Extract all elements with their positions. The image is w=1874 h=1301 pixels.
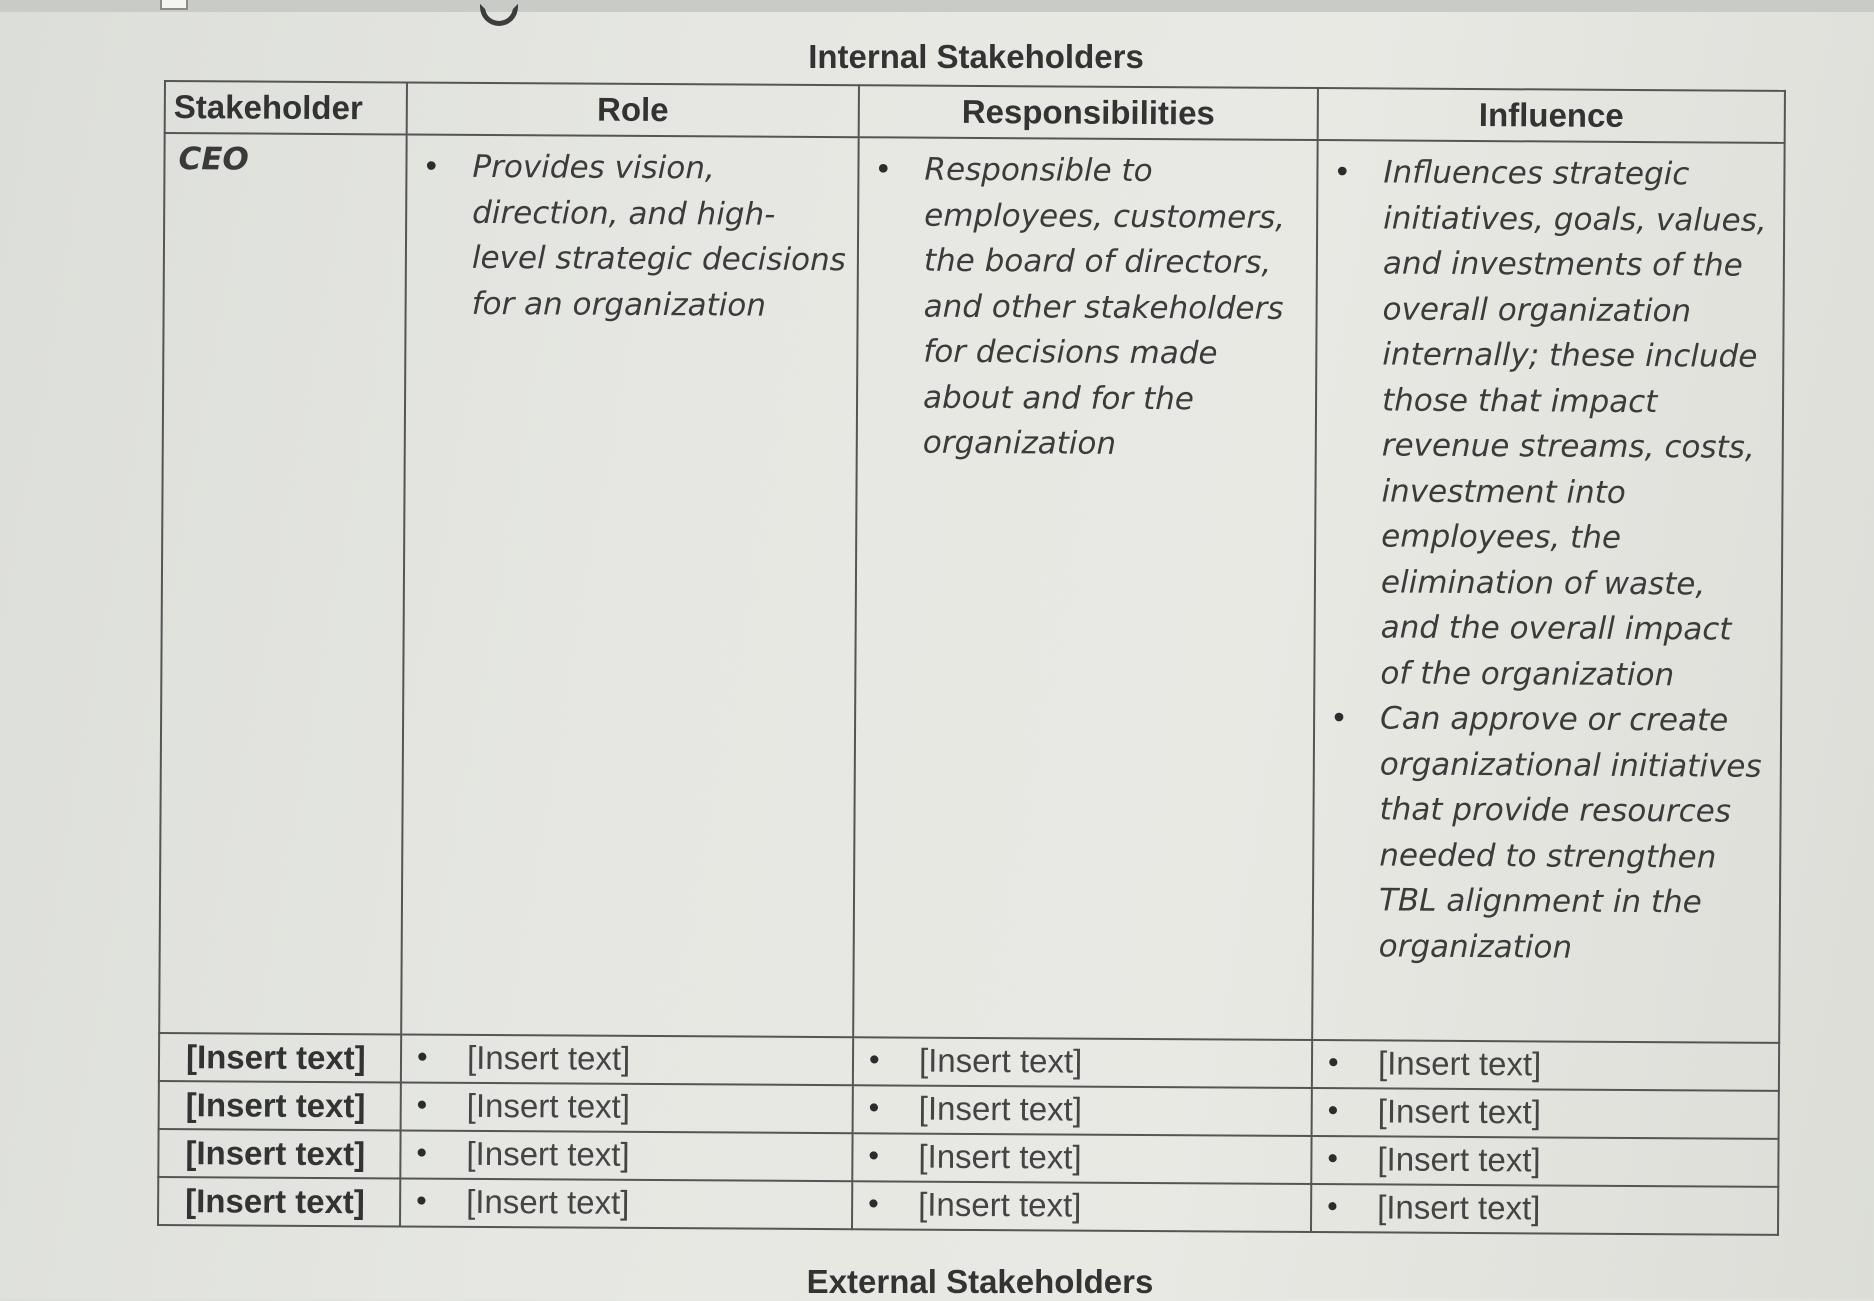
influence-placeholder-bullet: • [Insert text]: [1314, 1090, 1767, 1135]
cell-ceo-responsibilities[interactable]: [853, 137, 1317, 1040]
cell-ceo-stakeholder[interactable]: [159, 133, 406, 1034]
cell-stakeholder-placeholder[interactable]: [Insert text]: [158, 1129, 400, 1178]
ceo-label: CEO: [178, 141, 249, 178]
header-responsibilities: Responsibilities: [859, 85, 1318, 140]
cell-responsibilities-placeholder[interactable]: [853, 1037, 1312, 1088]
cell-ceo-role[interactable]: [401, 134, 858, 1037]
cell-stakeholder-placeholder[interactable]: [Insert text]: [159, 1081, 401, 1130]
text-cursor-icon: [480, 4, 518, 26]
table-row: [158, 1177, 1778, 1235]
header-influence: Influence: [1318, 88, 1785, 143]
cell-influence-placeholder[interactable]: [1311, 1136, 1778, 1187]
internal-stakeholders-table: [157, 80, 1786, 1236]
cell-influence-placeholder[interactable]: [1312, 1040, 1779, 1091]
external-stakeholders-title: External Stakeholders: [806, 1263, 1154, 1300]
internal-stakeholders-title: Internal Stakeholders: [808, 38, 1144, 75]
cell-role-placeholder[interactable]: [401, 1034, 853, 1085]
header-role: Role: [407, 82, 859, 137]
cell-responsibilities-placeholder[interactable]: [853, 1085, 1312, 1136]
ceo-responsibilities-list: [859, 139, 1316, 468]
cell-influence-placeholder[interactable]: [1312, 1088, 1779, 1139]
cell-role-placeholder[interactable]: [400, 1130, 852, 1181]
cell-influence-placeholder[interactable]: [1311, 1184, 1778, 1235]
role-placeholder-bullet: • [Insert text]: [403, 1036, 841, 1081]
responsibilities-placeholder-bullet: • [Insert text]: [854, 1183, 1299, 1228]
ceo-responsibilities-bullet: • Responsible to employees, customers, the board of directors, and other stakeholders for decisions made about and for the organization: [859, 147, 1306, 468]
cell-role-placeholder[interactable]: [401, 1082, 853, 1133]
ceo-influence-bullet-1: • Influences strategic initiatives, goals, values, and investments of the overall organization internally; these include those that impact revenue streams, costs, investment into employees, the elimination of waste, and the overall impact of the organization: [1316, 150, 1772, 699]
page-corner-icon: [160, 0, 188, 10]
cell-ceo-influence[interactable]: [1312, 140, 1784, 1043]
cell-responsibilities-placeholder[interactable]: [852, 1181, 1311, 1232]
cell-responsibilities-placeholder[interactable]: [852, 1133, 1311, 1184]
ceo-role-bullet: • Provides vision, direction, and high-level strategic decisions for an organization: [407, 144, 846, 329]
influence-placeholder-bullet: • [Insert text]: [1314, 1042, 1767, 1087]
cell-stakeholder-placeholder[interactable]: [Insert text]: [158, 1177, 400, 1226]
ceo-role-list: [407, 136, 856, 329]
role-placeholder-bullet: • [Insert text]: [402, 1180, 840, 1225]
cell-stakeholder-placeholder[interactable]: [Insert text]: [159, 1033, 401, 1082]
ceo-influence-list: [1315, 142, 1783, 972]
influence-placeholder-bullet: • [Insert text]: [1313, 1138, 1766, 1183]
screen-top-strip: [0, 0, 1874, 12]
role-placeholder-bullet: • [Insert text]: [402, 1132, 840, 1177]
responsibilities-placeholder-bullet: • [Insert text]: [854, 1135, 1299, 1180]
influence-placeholder-bullet: • [Insert text]: [1313, 1186, 1766, 1231]
table-row-ceo: [159, 133, 1784, 1043]
responsibilities-placeholder-bullet: • [Insert text]: [855, 1039, 1300, 1084]
ceo-influence-bullet-2: • Can approve or create organizational initiatives that provide resources needed to strengthen TBL alignment in the organization: [1315, 696, 1770, 972]
cell-role-placeholder[interactable]: [400, 1178, 852, 1229]
responsibilities-placeholder-bullet: • [Insert text]: [855, 1087, 1300, 1132]
header-stakeholder: Stakeholder: [165, 81, 407, 134]
role-placeholder-bullet: • [Insert text]: [403, 1084, 841, 1129]
